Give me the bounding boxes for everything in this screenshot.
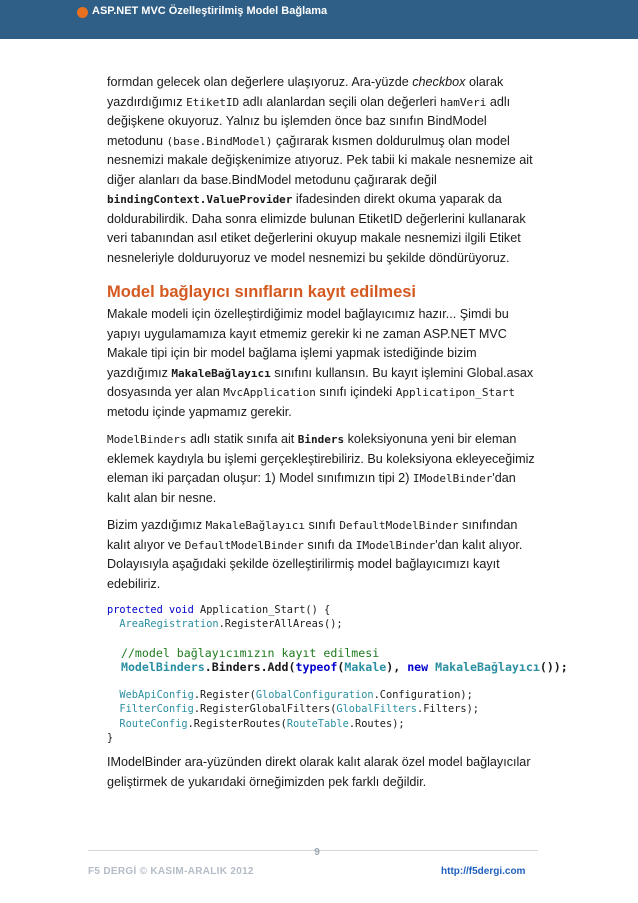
code-type: FilterConfig (119, 703, 194, 716)
text: 'dan kalıt alan bir nesne. (107, 471, 516, 505)
code-text: .Register( (193, 689, 256, 702)
code-text: ), (386, 659, 408, 674)
text: adlı alanlardan seçili olan değerleri (239, 94, 441, 109)
inline-code-bold: bindingContext.ValueProvider (107, 193, 293, 206)
inline-code: MvcApplication (223, 386, 316, 399)
code-text: .Binders.Add( (204, 659, 296, 674)
code-keyword: new (407, 659, 429, 674)
code-text: .Configuration); (373, 689, 473, 702)
code-text: .RegisterRoutes( (187, 717, 287, 730)
text: formdan gelecek olan değerlere ulaşıyoruz. Ara-yüzde (107, 75, 413, 89)
paragraph-register (107, 305, 535, 422)
page-header (0, 0, 638, 39)
code-type: WebApiConfig (119, 689, 194, 702)
page-number: 9 (314, 847, 320, 858)
code-text: .Filters); (417, 703, 479, 716)
italic-term: checkbox (412, 75, 466, 89)
text: adlı statik sınıfa ait (186, 432, 298, 446)
code-line-blank (107, 631, 535, 645)
code-line (107, 702, 535, 716)
code-type: RouteConfig (119, 717, 188, 730)
text: IModelBinder ara-yüzünden direkt olarak kalıt alarak özel model bağlayıcılar geliştirmek de yukarıdaki örneğimizden pek farklı değildir. (107, 755, 531, 789)
code-type: GlobalConfiguration (255, 689, 374, 702)
code-keyword: protected (107, 604, 163, 616)
text: sınıfı içindeki (315, 385, 396, 399)
inline-code-bold: MakaleBağlayıcı (171, 366, 271, 380)
code-text: ()); (539, 659, 568, 674)
code-text: .Routes); (348, 717, 405, 730)
code-type: Makale (344, 659, 387, 674)
section-heading: Model bağlayıcı sınıfların kayıt edilmesi (107, 283, 417, 301)
paragraph-intro (107, 73, 535, 268)
code-text: Application_Start() { (193, 604, 331, 616)
code-line-blank (107, 674, 535, 688)
text: koleksiyonuna yeni bir eleman eklemek kaydıyla bu işlemi gerçekleştirebiliriz. Bu koleksiyona ekleyeceğimiz eleman iki parçadan oluşur: 1) Model sınıfımızın tipi 2) (107, 432, 535, 485)
inline-code: IModelBinder (412, 472, 493, 485)
code-block (107, 603, 568, 745)
code-type: GlobalFilters (336, 703, 417, 716)
paragraph-inheritance (107, 516, 535, 594)
article-body (107, 70, 568, 792)
code-line (107, 731, 535, 745)
code-type: RouteTable (286, 717, 349, 730)
code-line (107, 688, 535, 702)
inline-code: EtiketID (186, 95, 240, 109)
code-line (107, 646, 535, 660)
code-keyword: typeof (295, 659, 338, 674)
code-text: ( (337, 659, 345, 674)
footer-publication: F5 DERGİ © KASIM-ARALIK 2012 (88, 866, 254, 877)
inline-code: IModelBinder (355, 538, 436, 552)
code-type: AreaRegistration (119, 618, 219, 631)
code-text: .RegisterAllAreas(); (218, 618, 343, 631)
text: çağırarak kısmen doldurulmuş olan model nesnemizi makale değişkenimize atıyoruz. Pek tabii ki makale nesnemize ait diğer alanları da base.BindModel metodunu çağırarak değil (107, 133, 533, 187)
text: metodu içinde yapmamız gerekir. (107, 404, 292, 419)
code-text: .RegisterGlobalFilters( (193, 703, 337, 716)
inline-code: (base.BindModel) (166, 134, 273, 148)
inline-code: Applicatipon_Start (395, 386, 515, 399)
code-comment: //model bağlayıcımızın kayıt edilmesi (120, 645, 380, 660)
inline-code-bold: Binders (297, 433, 345, 446)
bullet-dot-icon (77, 7, 88, 18)
inline-code: ModelBinders (107, 433, 187, 446)
inline-code: DefaultModelBinder (184, 538, 304, 552)
text: sınıfını kullansın. Bu kayıt işlemini Global.asax dosyasında yer alan (107, 365, 534, 399)
text: sınıfı da (303, 537, 356, 552)
text: sınıfından kalıt alıyor ve (107, 518, 518, 552)
header-title: ASP.NET MVC Özelleştirilmiş Model Bağlama (92, 5, 328, 17)
code-keyword: void (169, 604, 194, 616)
code-type: MakaleBağlayıcı (435, 659, 540, 674)
text: adlı değişkene okuyoruz. Yalnız bu işlemden önce baz sınıfın BindModel metodunu (107, 94, 511, 148)
code-text: } (107, 731, 114, 744)
footer-website-link[interactable]: http://f5dergi.com (441, 866, 526, 877)
code-line (107, 603, 535, 617)
text: sınıfı (305, 518, 340, 532)
text: Bizim yazdığımız (107, 518, 206, 532)
inline-code: hamVeri (440, 95, 487, 109)
paragraph-modelbinders (107, 430, 535, 508)
text: Makale modeli için özelleştirdiğimiz model bağlayıcımız hazır... Şimdi bu yapıyı uygulamamıza kayıt etmemiz gerekir ki ne zaman ASP.NET MVC Makale tipi için bir model bağlama işlemi yapmak istediğinde bizim yazdığımız (107, 307, 509, 380)
inline-code: DefaultModelBinder (339, 519, 459, 532)
code-line (107, 659, 568, 674)
text: olarak yazdırdığımız (107, 75, 504, 109)
code-line (107, 617, 535, 631)
inline-code: MakaleBağlayıcı (205, 519, 306, 532)
code-line (107, 717, 535, 731)
paragraph-conclusion (107, 753, 535, 792)
code-type: ModelBinders (120, 659, 205, 674)
text: 'dan kalıt alıyor. Dolayısıyla aşağıdaki şekilde özelleştirilirmiş model bağlayıcımızı kayıt edebiliriz. (107, 537, 523, 591)
text: ifadesinden direkt okuma yaparak da doldurabilirdik. Daha sonra elimizde bulunan EtiketID değerlerini kullanarak veri tabanından asıl etiket değerlerini okuyup makale nesnemizi ilgili Etiket nesneleriyle dolduruyoruz ve model nesnemizi bu şekilde döndürüyoruz. (107, 192, 526, 265)
